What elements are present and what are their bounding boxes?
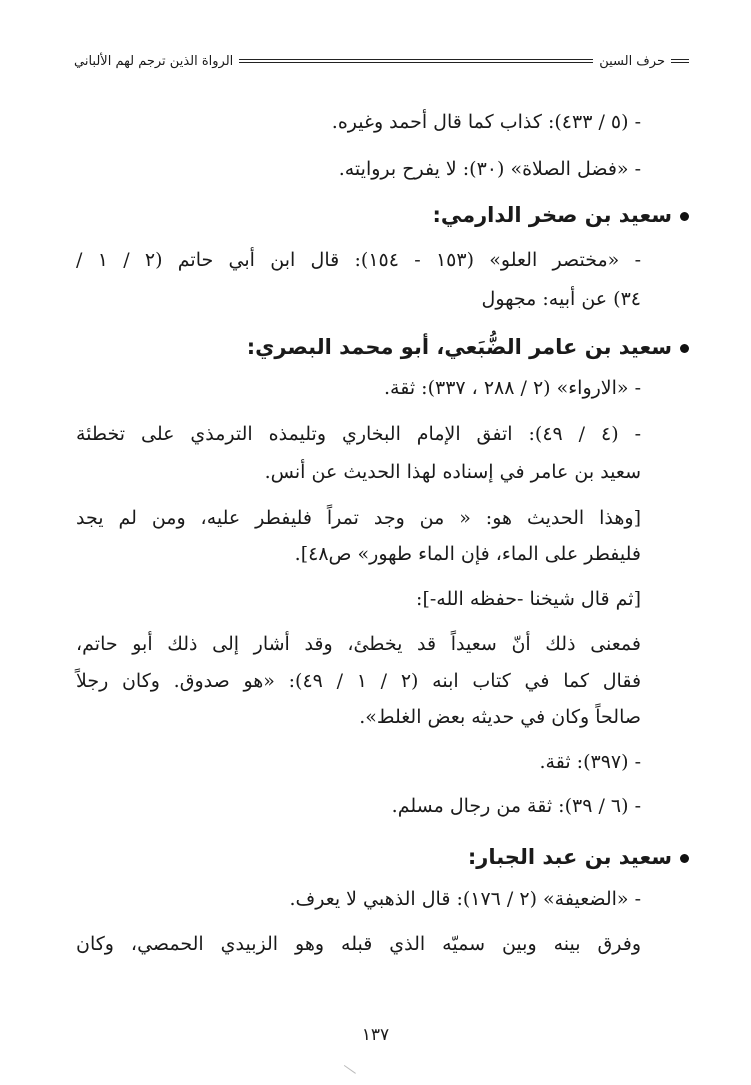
text-line: فقال كما في كتاب ابنه (٢ / ١ / ٤٩): «هو صدوق. وكان رجلاً bbox=[76, 670, 642, 692]
text-line: [وهذا الحديث هو: « من وجد تمراً فليفطر عليه، ومن لم يجد bbox=[76, 507, 641, 529]
running-header bbox=[74, 50, 689, 72]
text-line: - «فضل الصلاة» (٣٠): لا يفرح بروايته. bbox=[338, 158, 641, 180]
entry-title: سعيد بن عامر الضُّبَعي، أبو محمد البصري: bbox=[246, 335, 672, 359]
text-line: وفرق بينه وبين سميّه الذي قبله وهو الزبيدي الحمصي، وكان bbox=[76, 933, 641, 955]
text-line: - (٥ / ٤٣٣): كذاب كما قال أحمد وغيره. bbox=[331, 111, 641, 133]
text-line: - «مختصر العلو» (١٥٣ - ١٥٤): قال ابن أبي حاتم (٢ / ١ / bbox=[76, 249, 641, 271]
text-line: فمعنى ذلك أنّ سعيداً قد يخطئ، وقد أشار إلى ذلك أبو حاتم، bbox=[76, 633, 641, 655]
bullet-icon bbox=[680, 854, 689, 863]
header-rule bbox=[239, 59, 593, 63]
text-line: - (٦ / ٣٩): ثقة من رجال مسلم. bbox=[391, 795, 641, 817]
bullet-icon bbox=[680, 344, 689, 353]
narrator-entry-heading bbox=[247, 332, 689, 362]
text-line: صالحاً وكان في حديثه بعض الغلط». bbox=[359, 706, 641, 728]
header-dash bbox=[671, 59, 689, 63]
text-line: - (٣٩٧): ثقة. bbox=[539, 751, 641, 773]
text-line: ٣٤) عن أبيه: مجهول bbox=[481, 288, 641, 310]
text-line: [ثم قال شيخنا -حفظه الله-]: bbox=[416, 588, 641, 610]
narrator-entry-heading bbox=[468, 842, 689, 872]
text-line: - «الارواء» (٢ / ٢٨٨ ، ٣٣٧): ثقة. bbox=[384, 377, 641, 399]
header-book-title: الرواة الذين ترجم لهم الألباني bbox=[74, 53, 234, 69]
scan-mark bbox=[338, 1065, 356, 1082]
header-chapter-title: حرف السين bbox=[599, 53, 665, 69]
page-number: ١٣٧ bbox=[361, 1025, 390, 1045]
bullet-icon bbox=[680, 212, 689, 221]
narrator-entry-heading bbox=[432, 200, 689, 230]
entry-title: سعيد بن عبد الجبار: bbox=[467, 845, 672, 869]
text-line: - «الضعيفة» (٢ / ١٧٦): قال الذهبي لا يعرف. bbox=[289, 888, 641, 910]
text-line: فليفطر على الماء، فإن الماء طهور» ص٤٨]. bbox=[294, 543, 641, 565]
text-line: - (٤ / ٤٩): اتفق الإمام البخاري وتليمذه الترمذي على تخطئة bbox=[76, 423, 641, 445]
entry-title: سعيد بن صخر الدارمي: bbox=[432, 203, 672, 227]
text-line: سعيد بن عامر في إسناده لهذا الحديث عن أنس. bbox=[264, 461, 641, 483]
